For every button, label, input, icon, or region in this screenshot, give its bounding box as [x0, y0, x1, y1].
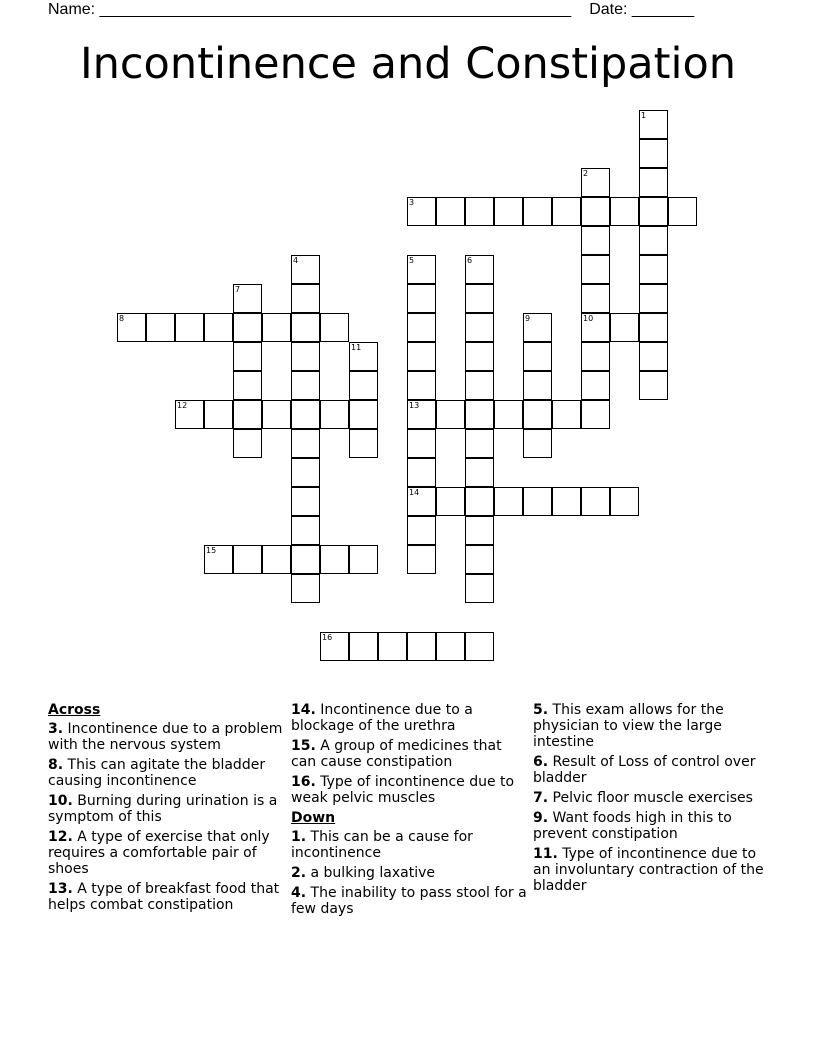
grid-cell[interactable]: [523, 342, 552, 371]
grid-cell[interactable]: [320, 400, 349, 429]
grid-cell[interactable]: [407, 487, 436, 516]
grid-cell[interactable]: [349, 342, 378, 371]
grid-cell[interactable]: [465, 487, 494, 516]
grid-cell[interactable]: [465, 458, 494, 487]
date-label: Date:: [589, 1, 628, 18]
grid-cell[interactable]: [407, 545, 436, 574]
page-title: Incontinence and Constipation: [79, 39, 737, 89]
clue-text: a bulking laxative: [306, 865, 436, 881]
clue-item: [533, 810, 769, 842]
grid-cell[interactable]: [291, 284, 320, 313]
grid-cell[interactable]: [291, 574, 320, 603]
grid-cell[interactable]: [581, 400, 610, 429]
grid-cell[interactable]: [639, 197, 668, 226]
grid-cell[interactable]: [639, 168, 668, 197]
clue-text: This can be a cause for incontinence: [291, 829, 473, 861]
grid-cell[interactable]: [349, 545, 378, 574]
across-clue-list: [48, 721, 284, 913]
grid-cell[interactable]: [407, 197, 436, 226]
clue-item: [533, 702, 769, 750]
grid-cell[interactable]: [407, 313, 436, 342]
cell-number: 7: [235, 285, 241, 294]
grid-cell[interactable]: [610, 313, 639, 342]
clue-text: A group of medicines that can cause constipation: [291, 738, 502, 770]
cell-number: 2: [583, 169, 589, 178]
down-clue-list: [291, 829, 527, 917]
clue-number: 8.: [48, 757, 64, 773]
grid-cell[interactable]: [639, 342, 668, 371]
clue-text: A type of breakfast food that helps combat constipation: [48, 881, 280, 913]
cell-number: 15: [206, 546, 217, 555]
clue-column-1: [48, 702, 284, 917]
grid-cell[interactable]: [262, 545, 291, 574]
grid-cell[interactable]: [349, 429, 378, 458]
grid-cell[interactable]: [552, 487, 581, 516]
grid-cell[interactable]: [639, 284, 668, 313]
grid-cell[interactable]: [494, 197, 523, 226]
grid-cell[interactable]: [581, 226, 610, 255]
grid-cell[interactable]: [349, 632, 378, 661]
grid-cell[interactable]: [175, 313, 204, 342]
grid-cell[interactable]: [291, 429, 320, 458]
clue-text: Result of Loss of control over bladder: [533, 754, 756, 786]
grid-cell[interactable]: [436, 400, 465, 429]
grid-cell[interactable]: [465, 284, 494, 313]
clue-item: [48, 829, 284, 877]
grid-cell[interactable]: [465, 574, 494, 603]
clue-item: [291, 774, 527, 806]
grid-cell[interactable]: [581, 255, 610, 284]
clue-text: This can agitate the bladder causing incontinence: [48, 757, 266, 789]
grid-cell[interactable]: [233, 429, 262, 458]
cell-number: 8: [119, 314, 125, 323]
grid-cell[interactable]: [204, 400, 233, 429]
grid-cell[interactable]: [639, 110, 668, 139]
grid-cell[interactable]: [581, 371, 610, 400]
clue-item: [48, 793, 284, 825]
grid-cell[interactable]: [639, 226, 668, 255]
grid-cell[interactable]: [523, 313, 552, 342]
cell-number: 12: [177, 401, 188, 410]
grid-cell[interactable]: [581, 168, 610, 197]
grid-cell[interactable]: [494, 400, 523, 429]
cell-number: 3: [409, 198, 415, 207]
clue-text: Burning during urination is a symptom of this: [48, 793, 278, 825]
grid-cell[interactable]: [407, 429, 436, 458]
grid-cell[interactable]: [494, 487, 523, 516]
clue-number: 15.: [291, 738, 316, 754]
grid-cell[interactable]: [175, 400, 204, 429]
grid-cell[interactable]: [465, 197, 494, 226]
grid-cell[interactable]: [407, 632, 436, 661]
clue-number: 2.: [291, 865, 307, 881]
grid-cell[interactable]: [581, 197, 610, 226]
grid-cell[interactable]: [465, 255, 494, 284]
grid-cell[interactable]: [552, 197, 581, 226]
clue-item: [291, 702, 527, 734]
cell-number: 10: [583, 314, 594, 323]
clue-number: 13.: [48, 881, 73, 897]
clue-item: [533, 846, 769, 894]
grid-cell[interactable]: [378, 632, 407, 661]
clue-number: 4.: [291, 885, 307, 901]
grid-cell[interactable]: [407, 342, 436, 371]
grid-cell[interactable]: [581, 313, 610, 342]
grid-cell[interactable]: [639, 139, 668, 168]
grid-cell[interactable]: [320, 313, 349, 342]
clue-number: 10.: [48, 793, 73, 809]
cell-number: 11: [351, 343, 362, 352]
clue-number: 11.: [533, 846, 558, 862]
clue-item: [291, 865, 527, 881]
date-field[interactable]: _______: [627, 1, 695, 18]
grid-cell[interactable]: [262, 400, 291, 429]
clue-item: [291, 885, 527, 917]
clue-item: [48, 881, 284, 913]
grid-cell[interactable]: [262, 313, 291, 342]
grid-cell[interactable]: [465, 632, 494, 661]
clue-text: Type of incontinence due to an involuntary contraction of the bladder: [533, 846, 764, 894]
clue-number: 3.: [48, 721, 64, 737]
grid-cell[interactable]: [204, 313, 233, 342]
grid-cell[interactable]: [610, 487, 639, 516]
grid-cell[interactable]: [639, 371, 668, 400]
name-field[interactable]: _____________________________________________________: [95, 1, 572, 18]
clue-number: 14.: [291, 702, 316, 718]
grid-cell[interactable]: [523, 429, 552, 458]
grid-cell[interactable]: [407, 371, 436, 400]
cell-number: 13: [409, 401, 420, 410]
grid-cell[interactable]: [523, 487, 552, 516]
grid-cell[interactable]: [233, 371, 262, 400]
cell-number: 6: [467, 256, 473, 265]
clue-number: 1.: [291, 829, 307, 845]
clue-number: 6.: [533, 754, 549, 770]
grid-cell[interactable]: [465, 429, 494, 458]
grid-cell[interactable]: [523, 197, 552, 226]
grid-cell[interactable]: [407, 255, 436, 284]
grid-cell[interactable]: [146, 313, 175, 342]
clue-column-2: [291, 702, 527, 921]
down-clue-list-continued: [533, 702, 769, 894]
grid-cell[interactable]: [552, 400, 581, 429]
grid-cell[interactable]: [523, 400, 552, 429]
clue-item: [291, 829, 527, 861]
clue-text: Incontinence due to a problem with the nervous system: [48, 721, 283, 753]
grid-cell[interactable]: [465, 342, 494, 371]
clue-text: This exam allows for the physician to view the large intestine: [533, 702, 724, 750]
clue-number: 16.: [291, 774, 316, 790]
clue-text: Type of incontinence due to weak pelvic muscles: [291, 774, 515, 806]
grid-cell[interactable]: [233, 545, 262, 574]
clue-column-3: [533, 702, 769, 898]
clue-text: A type of exercise that only requires a comfortable pair of shoes: [48, 829, 270, 877]
grid-cell[interactable]: [523, 371, 552, 400]
grid-cell[interactable]: [233, 400, 262, 429]
grid-cell[interactable]: [610, 197, 639, 226]
grid-cell[interactable]: [639, 255, 668, 284]
grid-cell[interactable]: [117, 313, 146, 342]
clue-item: [48, 757, 284, 789]
grid-cell[interactable]: [291, 458, 320, 487]
clue-text: Incontinence due to a blockage of the urethra: [291, 702, 473, 734]
grid-cell[interactable]: [581, 342, 610, 371]
grid-cell[interactable]: [291, 313, 320, 342]
cell-number: 5: [409, 256, 415, 265]
clue-text: The inability to pass stool for a few days: [291, 885, 527, 917]
grid-cell[interactable]: [465, 313, 494, 342]
clue-item: [533, 790, 769, 806]
grid-cell[interactable]: [407, 400, 436, 429]
grid-cell[interactable]: [291, 342, 320, 371]
grid-cell[interactable]: [320, 632, 349, 661]
clue-text: Pelvic floor muscle exercises: [548, 790, 753, 806]
cell-number: 9: [525, 314, 531, 323]
cell-number: 1: [641, 111, 647, 120]
grid-cell[interactable]: [407, 516, 436, 545]
grid-cell[interactable]: [233, 313, 262, 342]
grid-cell[interactable]: [407, 284, 436, 313]
clue-text: Want foods high in this to prevent constipation: [533, 810, 732, 842]
grid-cell[interactable]: [291, 516, 320, 545]
clue-number: 9.: [533, 810, 549, 826]
grid-cell[interactable]: [291, 400, 320, 429]
grid-cell[interactable]: [436, 487, 465, 516]
clue-item: [533, 754, 769, 786]
clue-number: 5.: [533, 702, 549, 718]
grid-cell[interactable]: [204, 545, 233, 574]
grid-cell[interactable]: [291, 371, 320, 400]
grid-cell[interactable]: [639, 313, 668, 342]
cell-number: 14: [409, 488, 420, 497]
grid-cell[interactable]: [581, 284, 610, 313]
clue-item: [48, 721, 284, 753]
clue-item: [291, 738, 527, 770]
down-heading: Down: [291, 810, 336, 826]
grid-cell[interactable]: [291, 487, 320, 516]
cell-number: 16: [322, 633, 333, 642]
across-heading: Across: [48, 702, 101, 718]
grid-cell[interactable]: [291, 545, 320, 574]
grid-cell[interactable]: [291, 255, 320, 284]
grid-cell[interactable]: [465, 400, 494, 429]
grid-cell[interactable]: [320, 545, 349, 574]
grid-cell[interactable]: [668, 197, 697, 226]
clue-number: 12.: [48, 829, 73, 845]
grid-cell[interactable]: [349, 400, 378, 429]
grid-cell[interactable]: [581, 487, 610, 516]
clue-number: 7.: [533, 790, 549, 806]
grid-cell[interactable]: [465, 371, 494, 400]
grid-cell[interactable]: [407, 458, 436, 487]
cell-number: 4: [293, 256, 299, 265]
grid-cell[interactable]: [233, 284, 262, 313]
grid-cell[interactable]: [349, 371, 378, 400]
name-label: Name:: [48, 1, 96, 18]
grid-cell[interactable]: [436, 632, 465, 661]
grid-cell[interactable]: [465, 545, 494, 574]
across-clue-list-continued: [291, 702, 527, 806]
grid-cell[interactable]: [233, 342, 262, 371]
grid-cell[interactable]: [465, 516, 494, 545]
grid-cell[interactable]: [436, 197, 465, 226]
